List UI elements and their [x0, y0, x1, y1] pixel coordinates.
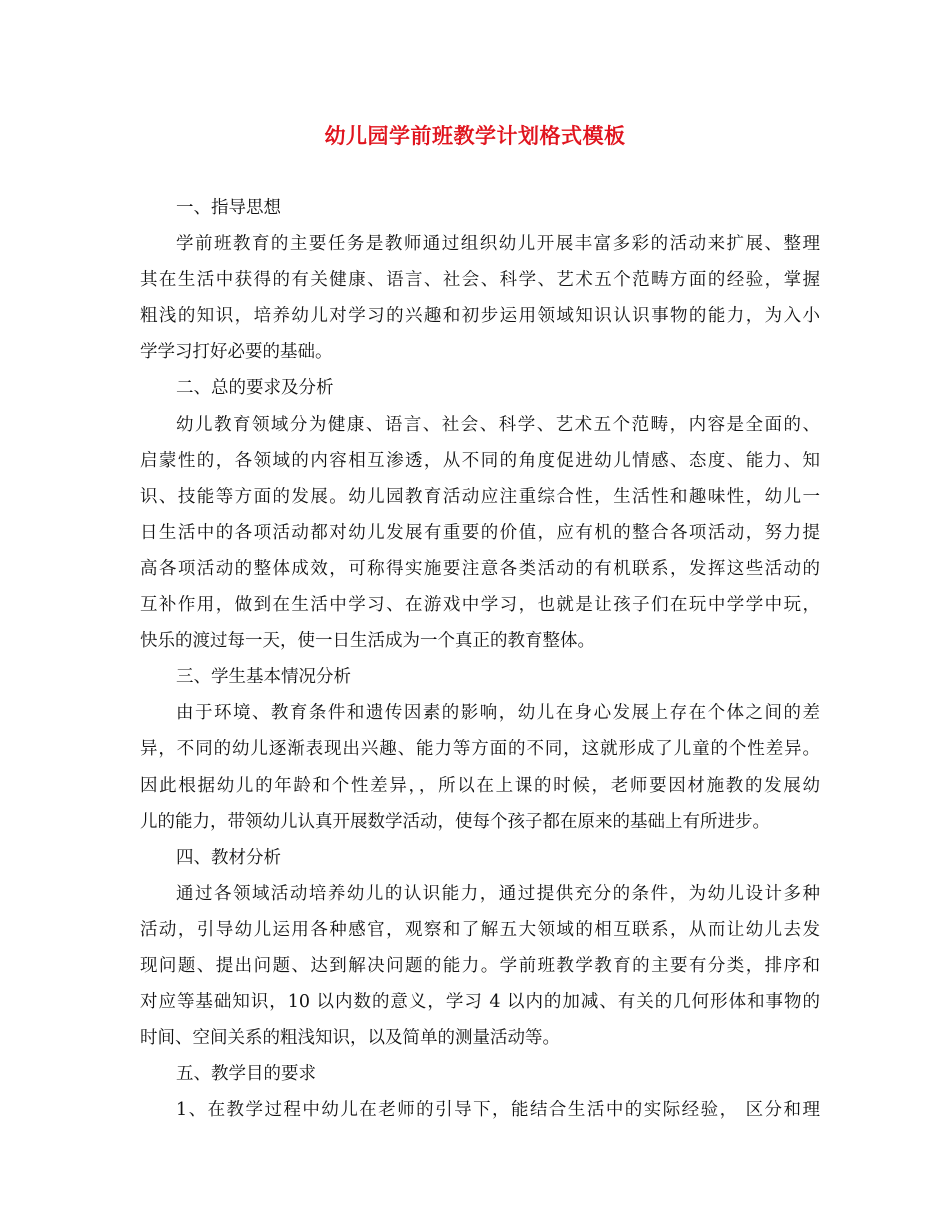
section-heading: 五、教学目的要求: [176, 1064, 316, 1085]
body-text-line: 因此根据幼儿的年龄和个性差异，，所以在上课的时候，老师要因材施教的发展幼: [140, 775, 820, 796]
body-text-line: 现问题、提出问题、达到解决问题的能力。学前班教学教育的主要有分类，排序和: [140, 955, 820, 976]
body-text-line: 活动，引导幼儿运用各种感官，观察和了解五大领域的相互联系，从而让幼儿去发: [140, 919, 820, 940]
body-text-line: 学前班教育的主要任务是教师通过组织幼儿开展丰富多彩的活动来扩展、整理: [176, 234, 820, 255]
body-text-line: 对应等基础知识，10 以内数的意义，学习 4 以内的加减、有关的几何形体和事物的: [140, 992, 820, 1013]
section-heading: 三、学生基本情况分析: [176, 667, 351, 688]
body-text-line: 快乐的渡过每一天，使一日生活成为一个真正的教育整体。: [140, 631, 595, 652]
body-text-line: 异，不同的幼儿逐渐表现出兴趣、能力等方面的不同，这就形成了儿童的个性差异。: [140, 739, 820, 760]
section-heading: 四、教材分析: [176, 847, 281, 868]
body-text-line: 日生活中的各项活动都对幼儿发展有重要的价值，应有机的整合各项活动，努力提: [140, 522, 820, 543]
body-text-line: 幼儿教育领域分为健康、语言、社会、科学、艺术五个范畴，内容是全面的、: [176, 414, 820, 435]
body-text-line: 其在生活中获得的有关健康、语言、社会、科学、艺术五个范畴方面的经验，掌握: [140, 270, 820, 291]
body-text-line: 由于环境、教育条件和遗传因素的影响，幼儿在身心发展上存在个体之间的差: [176, 703, 820, 724]
body-text-line: 通过各领域活动培养幼儿的认识能力，通过提供充分的条件，为幼儿设计多种: [176, 883, 820, 904]
section-heading: 一、指导思想: [176, 198, 281, 218]
section-heading: 二、总的要求及分析: [176, 378, 334, 399]
body-text-line: 高各项活动的整体成效，可称得实施要注意各类活动的有机联系，发挥这些活动的: [140, 558, 820, 579]
body-text-line: 互补作用，做到在生活中学习、在游戏中学习，也就是让孩子们在玩中学学中玩，: [140, 595, 820, 616]
body-text-line: 儿的能力，带领幼儿认真开展数学活动，使每个孩子都在原来的基础上有所进步。: [140, 811, 770, 832]
body-text-line: 学学习打好必要的基础。: [140, 342, 333, 363]
document-title: 幼儿园学前班教学计划格式模板: [324, 124, 626, 148]
body-text-line: 1、在教学过程中幼儿在老师的引导下，能结合生活中的实际经验， 区分和理: [176, 1100, 820, 1121]
document-body: [140, 190, 820, 1128]
body-text-line: 时间、空间关系的粗浅知识，以及简单的测量活动等。: [140, 1028, 560, 1049]
body-text-line: 启蒙性的，各领域的内容相互渗透，从不同的角度促进幼儿情感、态度、能力、知: [140, 450, 820, 471]
body-text-line: 粗浅的知识，培养幼儿对学习的兴趣和初步运用领域知识认识事物的能力，为入小: [140, 306, 820, 327]
body-text-line: 识、技能等方面的发展。幼儿园教育活动应注重综合性，生活性和趣味性，幼儿一: [140, 486, 820, 507]
